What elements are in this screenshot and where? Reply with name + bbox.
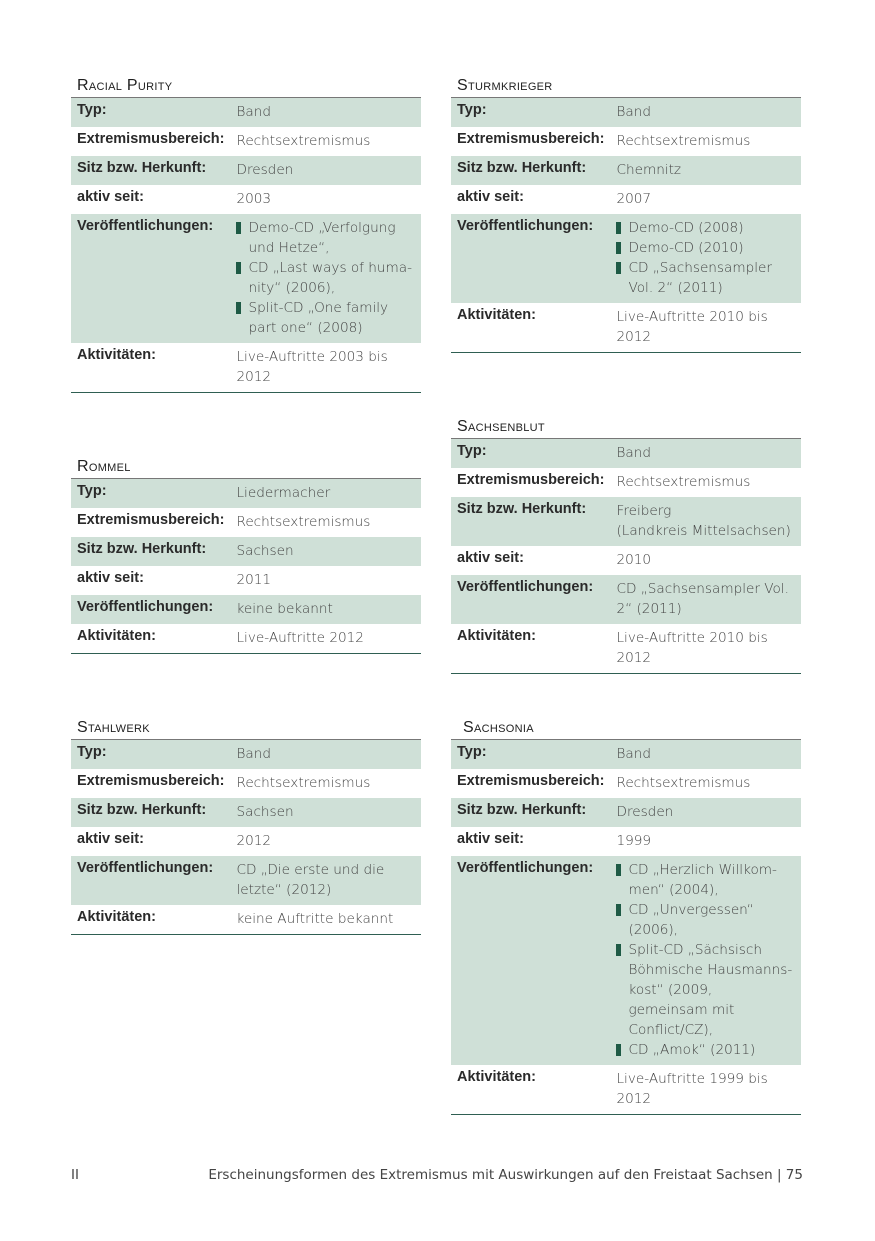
sitz-line: (Landkreis Mittelsachsen) [616, 523, 791, 539]
card-title: Racial Purity [71, 77, 421, 98]
row-aktivitaeten [451, 624, 801, 674]
value-aktiv: 1999 [616, 833, 652, 849]
card-stahlwerk [71, 719, 421, 935]
value-typ: Band [230, 740, 421, 769]
card-title: Rommel [71, 458, 421, 479]
value-aktivitaeten: Live-Auftritte 2010 bis 2012 [616, 309, 768, 345]
row-aktiv [71, 827, 421, 856]
info-table [451, 98, 801, 353]
label-pubs: Veröffentlichungen: [71, 595, 230, 624]
value-bereich: Rechtsextremismus [616, 775, 751, 791]
label-pubs: Veröffentlichungen: [451, 575, 610, 624]
row-pubs [71, 214, 421, 343]
label-typ: Typ: [71, 479, 230, 508]
row-aktivitaeten [71, 624, 421, 654]
row-typ [71, 98, 421, 127]
label-sitz: Sitz bzw. Herkunft: [451, 156, 610, 185]
row-aktivitaeten [71, 343, 421, 393]
value-sitz: Chemnitz [610, 156, 801, 185]
info-table [451, 439, 801, 674]
row-aktivitaeten [451, 303, 801, 353]
row-typ [451, 740, 801, 769]
list-item: Split-CD „Sächsisch Böhmische Hausmanns-kost“ (2009, gemeinsam mit Conflict/CZ), [616, 940, 795, 1040]
info-table [71, 479, 421, 654]
value-aktivitaeten: keine Auftritte bekannt [236, 911, 394, 927]
card-sachsenblut [451, 418, 801, 674]
list-item: CD „Sachsensampler Vol. 2“ (2011) [616, 258, 795, 298]
value-aktiv: 2012 [236, 833, 272, 849]
label-aktivitaeten: Aktivitäten: [457, 628, 536, 644]
list-item: CD „Unvergessen“ (2006), [616, 900, 795, 940]
value-aktivitaeten: Live-Auftritte 1999 bis 2012 [616, 1071, 768, 1107]
value-bereich: Rechtsextremismus [236, 133, 371, 149]
row-sitz [71, 156, 421, 185]
value-pubs: CD „Sachsensampler Vol. 2“ (2011) [610, 575, 801, 624]
list-item: Demo-CD (2008) [616, 218, 795, 238]
card-racial-purity [71, 77, 421, 393]
value-aktiv: 2003 [236, 191, 272, 207]
label-bereich: Extremismusbereich: [457, 472, 605, 488]
value-aktiv: 2011 [236, 572, 272, 588]
row-typ [451, 439, 801, 468]
row-bereich [451, 769, 801, 798]
label-typ: Typ: [451, 439, 610, 468]
running-footer-text: Erscheinungsformen des Extremismus mit Auswirkungen auf den Freistaat Sachsen | 75 [208, 1167, 803, 1183]
value-typ: Band [610, 98, 801, 127]
list-item: CD „Last ways of huma-nity“ (2006), [236, 258, 415, 298]
value-sitz: Sachsen [230, 798, 421, 827]
card-title: Sturmkrieger [451, 77, 801, 98]
list-item: Demo-CD (2010) [616, 238, 795, 258]
value-bereich: Rechtsextremismus [616, 133, 751, 149]
row-aktiv [71, 185, 421, 214]
label-bereich: Extremismusbereich: [457, 773, 605, 789]
value-bereich: Rechtsextremismus [616, 474, 751, 490]
row-pubs [451, 214, 801, 303]
label-aktivitaeten: Aktivitäten: [457, 307, 536, 323]
card-rommel [71, 458, 421, 654]
row-sitz [71, 537, 421, 566]
label-bereich: Extremismusbereich: [77, 131, 225, 147]
row-aktiv [71, 566, 421, 595]
label-sitz: Sitz bzw. Herkunft: [451, 798, 610, 827]
row-sitz [451, 156, 801, 185]
card-title: Sachsenblut [451, 418, 801, 439]
label-bereich: Extremismusbereich: [457, 131, 605, 147]
row-typ [451, 98, 801, 127]
label-aktivitaeten: Aktivitäten: [77, 909, 156, 925]
info-table [71, 740, 421, 935]
value-aktivitaeten: Live-Auftritte 2012 [236, 630, 364, 646]
label-aktiv: aktiv seit: [457, 189, 524, 205]
value-bereich: Rechtsextremismus [236, 514, 371, 530]
label-sitz: Sitz bzw. Herkunft: [71, 156, 230, 185]
info-table [71, 98, 421, 393]
label-aktiv: aktiv seit: [77, 831, 144, 847]
card-sturmkrieger [451, 77, 801, 353]
value-pubs: keine bekannt [230, 595, 421, 624]
value-typ: Band [230, 98, 421, 127]
label-sitz: Sitz bzw. Herkunft: [451, 497, 610, 546]
pub-list [236, 218, 415, 338]
label-bereich: Extremismusbereich: [77, 773, 225, 789]
label-sitz: Sitz bzw. Herkunft: [71, 537, 230, 566]
info-table [451, 740, 801, 1115]
row-sitz [451, 798, 801, 827]
row-bereich [71, 508, 421, 537]
value-aktivitaeten: Live-Auftritte 2010 bis 2012 [616, 630, 768, 666]
row-bereich [451, 468, 801, 497]
value-bereich: Rechtsextremismus [236, 775, 371, 791]
list-item: Split-CD „One family part one“ (2008) [236, 298, 415, 338]
list-item: CD „Herzlich Willkom-men“ (2004), [616, 860, 795, 900]
row-pubs [71, 595, 421, 624]
row-typ [71, 479, 421, 508]
value-sitz: Dresden [610, 798, 801, 827]
row-bereich [71, 769, 421, 798]
value-sitz [610, 497, 801, 546]
label-aktivitaeten: Aktivitäten: [77, 347, 156, 363]
value-aktiv: 2007 [616, 191, 652, 207]
label-aktivitaeten: Aktivitäten: [457, 1069, 536, 1085]
label-aktiv: aktiv seit: [77, 570, 144, 586]
label-aktiv: aktiv seit: [457, 831, 524, 847]
label-aktiv: aktiv seit: [77, 189, 144, 205]
row-aktiv [451, 827, 801, 856]
label-pubs: Veröffentlichungen: [451, 214, 610, 303]
value-pubs [610, 856, 801, 1065]
value-typ: Liedermacher [230, 479, 421, 508]
value-sitz: Dresden [230, 156, 421, 185]
label-typ: Typ: [71, 740, 230, 769]
label-pubs: Veröffentlichungen: [451, 856, 610, 1065]
label-pubs: Veröffentlichungen: [71, 214, 230, 343]
label-typ: Typ: [451, 740, 610, 769]
value-aktiv: 2010 [616, 552, 652, 568]
label-aktivitaeten: Aktivitäten: [77, 628, 156, 644]
value-typ: Band [610, 439, 801, 468]
pub-list [616, 860, 795, 1060]
row-aktivitaeten [451, 1065, 801, 1115]
card-title: Sachsonia [451, 719, 801, 740]
label-aktiv: aktiv seit: [457, 550, 524, 566]
card-title: Stahlwerk [71, 719, 421, 740]
pub-list [616, 218, 795, 298]
value-pubs [230, 214, 421, 343]
value-aktivitaeten: Live-Auftritte 2003 bis 2012 [236, 349, 388, 385]
value-sitz: Sachsen [230, 537, 421, 566]
row-typ [71, 740, 421, 769]
row-pubs [451, 575, 801, 624]
row-aktivitaeten [71, 905, 421, 935]
sitz-line: Freiberg [616, 503, 672, 519]
row-pubs [71, 856, 421, 905]
row-bereich [71, 127, 421, 156]
label-pubs: Veröffentlichungen: [71, 856, 230, 905]
row-pubs [451, 856, 801, 1065]
row-sitz [71, 798, 421, 827]
value-pubs: CD „Die erste und die letzte“ (2012) [230, 856, 421, 905]
label-typ: Typ: [71, 98, 230, 127]
list-item: CD „Amok“ (2011) [616, 1040, 795, 1060]
value-typ: Band [610, 740, 801, 769]
row-bereich [451, 127, 801, 156]
row-sitz [451, 497, 801, 546]
row-aktiv [451, 546, 801, 575]
value-pubs [610, 214, 801, 303]
label-typ: Typ: [451, 98, 610, 127]
row-aktiv [451, 185, 801, 214]
label-sitz: Sitz bzw. Herkunft: [71, 798, 230, 827]
list-item: Demo-CD „Verfolgung und Hetze“, [236, 218, 415, 258]
chapter-number: II [71, 1167, 79, 1183]
label-bereich: Extremismusbereich: [77, 512, 225, 528]
card-sachsonia [451, 719, 801, 1115]
